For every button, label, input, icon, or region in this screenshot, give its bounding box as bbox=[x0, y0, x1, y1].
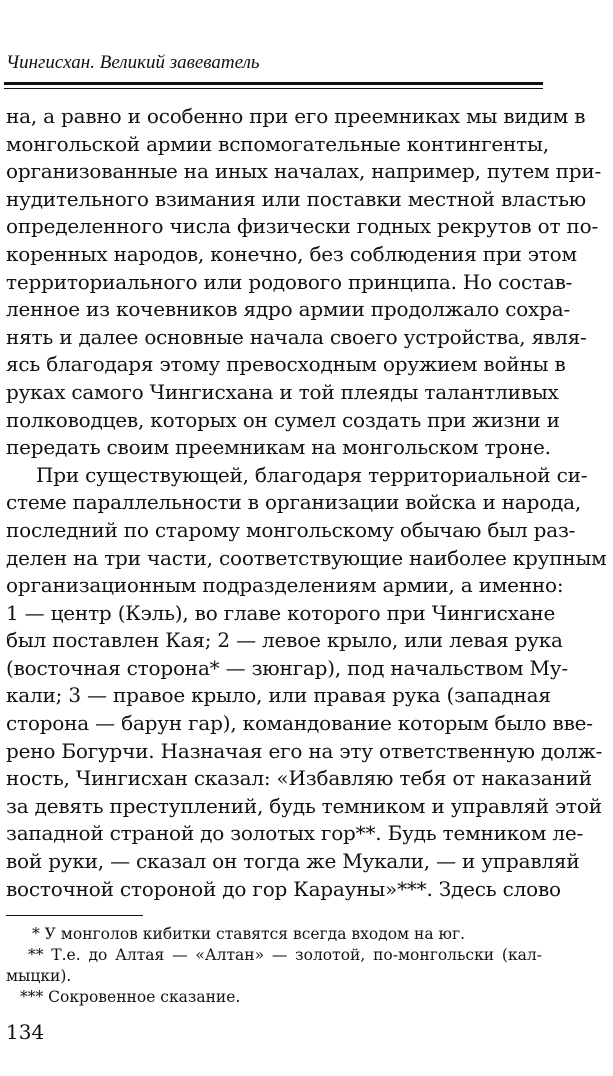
body-line: передать своим преемникам на монгольском троне. bbox=[6, 435, 551, 460]
body-line: за девять преступлений, будь темником и управляй этой bbox=[6, 793, 602, 818]
running-header: Чингисхан. Великий завеватель bbox=[6, 52, 260, 73]
body-line: руках самого Чингисхана и той плеяды талантливых bbox=[6, 379, 559, 404]
body-line: ленное из кочевников ядро армии продолжало сохра- bbox=[6, 297, 571, 322]
body-line: полководцев, которых он сумел создать при жизни и bbox=[6, 407, 560, 432]
body-line: монгольской армии вспомогательные контингенты, bbox=[6, 131, 549, 156]
footnote-rule bbox=[6, 915, 143, 916]
body-line: западной страной до золотых гор**. Будь темником ле- bbox=[6, 821, 584, 846]
body-line: организационным подразделениям армии, а именно: bbox=[6, 573, 564, 598]
body-line: восточной стороной до гор Карауны»***. Здесь слово bbox=[6, 876, 561, 901]
body-line: территориального или родового принципа. Но состав- bbox=[6, 269, 573, 294]
body-line: вой руки, — сказал он тогда же Мукали, — и управляй bbox=[6, 849, 580, 874]
header-rule-thick bbox=[4, 82, 543, 85]
body-line: был поставлен Кая; 2 — левое крыло, или левая рука bbox=[6, 628, 563, 653]
body-line: коренных народов, конечно, без соблюдения при этом bbox=[6, 241, 577, 266]
body-text bbox=[6, 103, 607, 903]
footnote-1: * У монголов кибитки ставятся всегда входом на юг. bbox=[32, 925, 466, 943]
body-line: При существующей, благодаря территориальной си- bbox=[36, 462, 588, 487]
body-line: ность, Чингисхан сказал: «Избавляю тебя от наказаний bbox=[6, 766, 592, 791]
body-line: на, а равно и особенно при его преемниках мы видим в bbox=[6, 104, 586, 128]
header-rule-thin bbox=[4, 88, 543, 89]
body-line: нудительного взимания или поставки местной властью bbox=[6, 186, 587, 211]
body-line: делен на три части, соответствующие наиболее крупным bbox=[6, 545, 607, 570]
body-line: 1 — центр (Кэль), во главе которого при Чингисхане bbox=[6, 600, 556, 625]
footnotes bbox=[6, 924, 542, 1008]
page-number: 134 bbox=[6, 1020, 45, 1044]
body-line: организованные на иных началах, например, путем при- bbox=[6, 159, 602, 184]
body-line: (восточная сторона* — зюнгар), под начальством Му- bbox=[6, 655, 568, 680]
footnote-2-continued: мыцки). bbox=[6, 967, 72, 985]
footnote-2: ** Т.е. до Алтая — «Алтан» — золотой, по-монгольски (кал- bbox=[28, 946, 542, 964]
body-line: стеме параллельности в организации войска и народа, bbox=[6, 490, 582, 515]
body-line: рено Богурчи. Назначая его на эту ответственную долж- bbox=[6, 738, 603, 763]
body-line: сторона — барун гар), командование которым было вве- bbox=[6, 711, 593, 736]
body-line: кали; 3 — правое крыло, или правая рука (западная bbox=[6, 683, 551, 708]
footnote-3: *** Сокровенное сказание. bbox=[20, 988, 241, 1006]
body-line: определенного числа физически годных рекрутов от по- bbox=[6, 214, 599, 239]
body-line: ясь благодаря этому превосходным оружием войны в bbox=[6, 352, 566, 377]
body-line: последний по старому монгольскому обычаю был раз- bbox=[6, 517, 576, 542]
body-line: нять и далее основные начала своего устройства, явля- bbox=[6, 324, 587, 349]
